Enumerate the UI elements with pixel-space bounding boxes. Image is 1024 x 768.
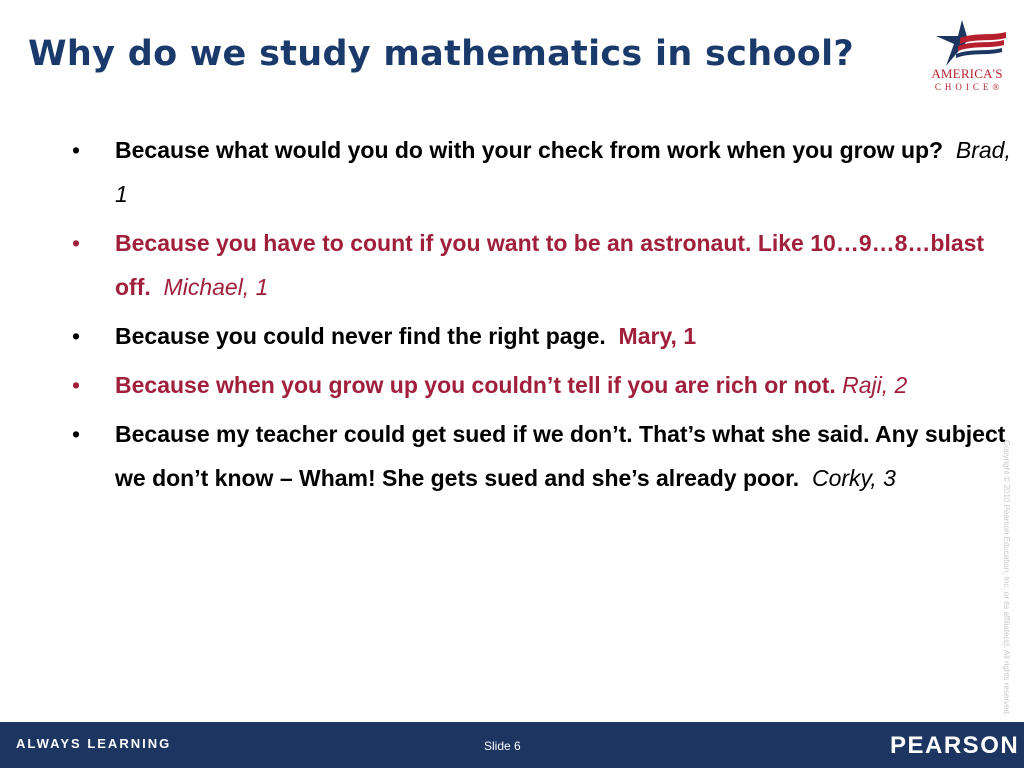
bullet-author: Mary, 1 [618, 323, 697, 349]
slide-title: Why do we study mathematics in school? [28, 34, 855, 74]
bullet-list [72, 128, 1012, 505]
bullet-text: Because when you grow up you couldn’t tell if you are rich or not. [115, 372, 836, 398]
bullet-dot: • [72, 137, 81, 163]
bullet-item [72, 363, 1012, 407]
bullet-dot: • [72, 323, 81, 349]
bullet-item [72, 221, 1012, 309]
slide-number: Slide 6 [484, 739, 521, 753]
americas-choice-logo [916, 18, 1012, 96]
bullet-text: Because what would you do with your check from work when you grow up? [115, 137, 944, 163]
bullet-item [72, 412, 1012, 500]
footer-tagline: ALWAYS LEARNING [16, 736, 172, 751]
copyright-notice: Copyright © 2010 Pearson Education, Inc. or its affiliate(s). All rights reserved. [1002, 440, 1011, 717]
bullet-author: Raji, 2 [842, 372, 908, 398]
bullet-text: Because you could never find the right page. [115, 323, 606, 349]
bullet-text: Because my teacher could get sued if we don’t. That’s what she said. Any subject we don’t know – Wham! She gets sued and she’s already poor. [115, 421, 1006, 491]
bullet-dot: • [72, 230, 81, 256]
bullet-author: Brad, 1 [115, 137, 1011, 207]
logo-line1: AMERICA'S [931, 66, 1003, 81]
bullet-author: Corky, 3 [811, 465, 896, 491]
bullet-item [72, 314, 1012, 358]
bullet-dot: • [72, 421, 81, 447]
pearson-logo: PEARSON [890, 732, 1020, 759]
bullet-item [72, 128, 1012, 216]
footer-bar [0, 722, 1024, 768]
logo-line2: CHOICE® [934, 82, 1000, 92]
star-flag-icon [916, 18, 1012, 68]
bullet-text: Because you have to count if you want to be an astronaut. Like 10…9…8…blast off. [115, 230, 985, 300]
registered-mark: ® [992, 82, 1000, 92]
bullet-dot: • [72, 372, 81, 398]
bullet-author: Michael, 1 [163, 274, 269, 300]
